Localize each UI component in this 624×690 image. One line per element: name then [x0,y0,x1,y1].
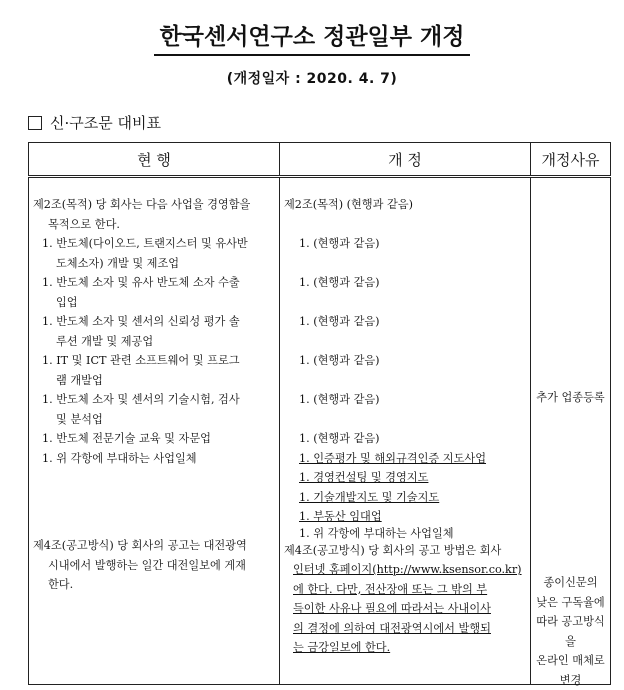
revised-same: 1. (현행과 같음) [299,432,380,445]
revised-same: 1. (현행과 같음) [299,237,380,250]
revised-new-item: 1. 경영컨설팅 및 경영지도 [299,471,429,484]
reason-art2: 추가 업종등록 [536,391,605,404]
revised-last-item: 1. 위 각항에 부대하는 사업일체 [299,526,454,540]
checkbox-icon [28,116,42,130]
revised-art4-line: 의 결정에 의하여 대전광역시에서 발행되 [293,621,491,635]
revised-same: 1. (현행과 같음) [299,276,380,289]
revised-new-item: 1. 부동산 임대업 [299,510,382,523]
current-item: 1. 반도체 소자 및 센서의 신뢰성 평가 솔 루션 개발 및 제공업 [42,315,240,348]
section-label: 신·구조문 대비표 [50,114,161,132]
reason-cell [531,177,611,685]
current-art2-line2: 목적으로 한다. [48,217,120,231]
reason-art4: 종이신문의 낮은 구독율에 따라 공고방식을 온라인 매체로 변경 [536,576,605,687]
revised-new-item: 1. 기술개발지도 및 기술지도 [299,490,440,504]
revised-same: 1. (현행과 같음) [299,393,380,406]
current-item: 1. 반도체 소자 및 유사 반도체 소자 수출 입업 [42,276,240,309]
current-item: 1. IT 및 ICT 관련 소프트웨어 및 프로그 램 개발업 [42,354,240,387]
revised-art4-line: 는 금강일보에 한다. [293,641,391,654]
current-art4-line: 한다. [48,578,74,591]
column-header-revised: 개 정 [280,143,531,177]
revised-new-item: 1. 인증평가 및 해외규격인증 지도사업 [299,451,487,465]
section-heading [28,112,161,133]
current-item: 1. 반도체 소자 및 센서의 기술시험, 검사 및 분석업 [42,393,240,426]
current-art4-line: 시내에서 발행하는 일간 대전일보에 게재 [48,558,246,572]
revised-text-cell [280,177,531,685]
current-text-cell [29,177,280,685]
revised-art4-line: 제4조(공고방식) 당 회사의 공고 방법은 회사 [284,543,502,557]
current-item: 1. 반도체 전문기술 교육 및 자문업 [42,432,211,445]
current-art2-line1: 제2조(목적) 당 회사는 다음 사업을 경영함을 [33,198,251,211]
document-title: 한국센서연구소 정관일부 개정 [0,18,624,56]
revised-art2: 제2조(목적) (현행과 같음) [284,198,413,211]
revised-art4-line: 에 한다. 다만, 전산장애 또는 그 밖의 부 [293,582,488,596]
current-item: 1. 반도체(다이오드, 트랜지스터 및 유사반 도체소자) 개발 및 제조업 [42,237,248,270]
revision-date: (개정일자 : 2020. 4. 7) [226,71,398,87]
current-art4-line: 제4조(공고방식) 당 회사의 공고는 대전광역 [33,539,247,552]
column-header-reason: 개정사유 [531,143,611,177]
revised-art4-line: 인터넷 홈페이지(http://www.ksensor.co.kr) [293,563,522,576]
current-item: 1. 위 각항에 부대하는 사업일체 [42,451,197,465]
revised-art4-line: 득이한 사유나 필요에 따라서는 사내이사 [293,602,491,615]
revised-same: 1. (현행과 같음) [299,315,380,328]
revised-same: 1. (현행과 같음) [299,354,380,367]
comparison-table [28,142,611,685]
column-header-current: 현 행 [29,143,280,177]
